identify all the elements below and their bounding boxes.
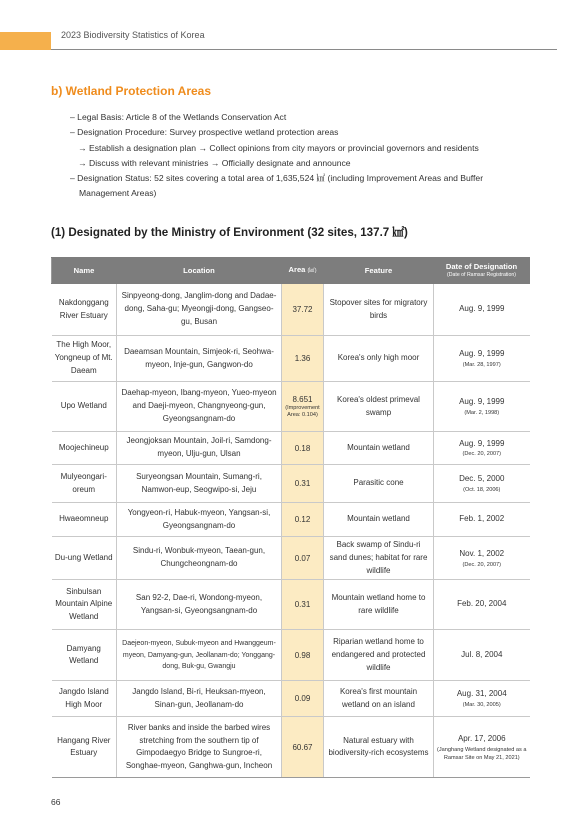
cell-area: 0.09 — [282, 681, 324, 717]
cell-name: The High Moor, Yongneup of Mt. Daeam — [52, 336, 117, 382]
bullet-procedure-step-1: → Establish a designation plan → Collect opinions from city mayors or provincial governors and residents — [78, 142, 479, 153]
table-row — [52, 336, 530, 382]
cell-date-ramsar: (Mar. 28, 1997) — [462, 361, 501, 368]
bullet-status-continued: Management Areas) — [79, 188, 157, 199]
cell-date-main: Nov. 1, 2002 — [459, 548, 505, 558]
column-header-location: Location — [117, 258, 282, 284]
cell-name: Sinbulsan Mountain Alpine Wetland — [52, 580, 117, 630]
column-header-area — [282, 258, 324, 284]
cell-date-ramsar: (Dec. 20, 2007) — [462, 561, 502, 568]
cell-name: Du-ung Wetland — [52, 537, 117, 580]
table-row — [52, 382, 530, 432]
bullet-procedure-step-2: → Discuss with relevant ministries → Officially designate and announce — [78, 157, 351, 168]
column-header-area-label: Area — [288, 265, 306, 274]
bullet-list — [70, 110, 530, 202]
table-row — [52, 681, 530, 717]
cell-date-main: Aug. 9, 1999 — [459, 438, 505, 448]
cell-date-main: Aug. 31, 2004 — [456, 689, 507, 699]
table-row — [52, 284, 530, 336]
bullet-legal-basis: – Legal Basis: Article 8 of the Wetlands Conservation Act — [70, 112, 287, 122]
cell-area: 37.72 — [282, 284, 324, 336]
table-row — [52, 717, 530, 778]
column-header-date-label: Date of Designation — [445, 261, 518, 271]
cell-date — [434, 336, 530, 382]
bullet-procedure: – Designation Procedure: Survey prospective wetland protection areas — [70, 127, 339, 138]
cell-area: 1.36 — [282, 336, 324, 382]
cell-location: Jeongjoksan Mountain, Joil-ri, Samdong-myeon, Ulju-gun, Ulsan — [117, 432, 282, 465]
column-header-feature: Feature — [324, 258, 434, 284]
column-header-date-sub: (Date of Ramsar Registration) — [447, 271, 516, 278]
table-row — [52, 503, 530, 537]
bullet-status: – Designation Status: 52 sites covering a total area of 1,635,524 ㎢ (including Improvement Areas and Buffer — [70, 173, 484, 184]
table-header-row — [52, 258, 530, 284]
cell-location: San 92-2, Dae-ri, Wondong-myeon, Yangsan-si, Gyeongsangnam-do — [117, 580, 282, 630]
cell-name: Nakdonggang River Estuary — [52, 284, 117, 336]
cell-location: Sindu-ri, Wonbuk-myeon, Taean-gun, Chungcheongnam-do — [117, 537, 282, 580]
column-header-name: Name — [52, 258, 117, 284]
cell-date — [434, 432, 530, 465]
section-title: b) Wetland Protection Areas — [51, 84, 212, 98]
cell-name: Moojechineup — [52, 432, 117, 465]
column-header-date — [434, 258, 530, 284]
cell-area: 60.67 — [282, 717, 324, 778]
cell-location: Jangdo Island, Bi-ri, Heuksan-myeon, Sinan-gun, Jeollanam-do — [117, 681, 282, 717]
cell-name: Mulyeongari-oreum — [52, 465, 117, 503]
cell-name: Damyang Wetland — [52, 630, 117, 681]
cell-area: 0.98 — [282, 630, 324, 681]
running-header: 2023 Biodiversity Statistics of Korea — [61, 30, 205, 40]
cell-feature: Korea's only high moor — [324, 336, 434, 382]
cell-name: Hangang River Estuary — [52, 717, 117, 778]
cell-date-main: Aug. 9, 1999 — [459, 349, 505, 359]
cell-location: Sinpyeong-dong, Janglim-dong and Dadae-dong, Saha-gu; Myeongji-dong, Gangseo-gu, Busan — [117, 284, 282, 336]
cell-location: Daejeon-myeon, Subuk-myeon and Hwanggeum-myeon, Damyang-gun, Jeollanam-do; Yonggang-dong, Buk-gu, Gwangju — [117, 630, 282, 681]
table-row — [52, 537, 530, 580]
cell-feature: Mountain wetland home to rare wildlife — [324, 580, 434, 630]
cell-date — [434, 465, 530, 503]
table-row — [52, 465, 530, 503]
cell-area: 0.07 — [282, 537, 324, 580]
cell-date-ramsar: (Janghang Wetland designated as a Ramsar Site on May 21, 2021) — [437, 746, 527, 761]
column-header-area-unit: (㎢) — [307, 268, 317, 274]
table-row — [52, 580, 530, 630]
cell-name: Upo Wetland — [52, 382, 117, 432]
cell-date: Feb. 1, 2002 — [434, 503, 530, 537]
cell-name: Hwaeomneup — [52, 503, 117, 537]
cell-location: Yongyeon-ri, Habuk-myeon, Yangsan-si, Gyeongsangnam-do — [117, 503, 282, 537]
cell-date-ramsar: (Mar. 30, 2005) — [462, 702, 501, 709]
cell-date — [434, 537, 530, 580]
cell-area: 0.18 — [282, 432, 324, 465]
cell-feature: Korea's oldest primeval swamp — [324, 382, 434, 432]
cell-area-improvement: (Improvement Area: 0.104) — [285, 404, 320, 418]
cell-feature: Parasitic cone — [324, 465, 434, 503]
cell-date — [434, 382, 530, 432]
cell-date: Aug. 9, 1999 — [434, 284, 530, 336]
cell-location: Daehap-myeon, Ibang-myeon, Yueo-myeon and Daeji-myeon, Changnyeong-gun, Gyeongsangnam-do — [117, 382, 282, 432]
header-accent-tab — [0, 32, 51, 50]
header-rule — [51, 49, 557, 50]
subsection-title: (1) Designated by the Ministry of Environment (32 sites, 137.7 ㎢) — [51, 226, 408, 239]
cell-date — [434, 717, 530, 778]
cell-feature: Korea's first mountain wetland on an island — [324, 681, 434, 717]
cell-feature: Stopover sites for migratory birds — [324, 284, 434, 336]
cell-area: 0.31 — [282, 465, 324, 503]
cell-date — [434, 681, 530, 717]
cell-feature: Riparian wetland home to endangered and protected wildlife — [324, 630, 434, 681]
cell-location: River banks and inside the barbed wires stretching from the southern tip of Gimpodaegyo Bridge to Sungroe-ri, Songhae-myeon, Ganghwa-gun, Incheon — [117, 717, 282, 778]
cell-area-main: 8.651 — [292, 394, 313, 404]
table-row — [52, 630, 530, 681]
cell-location: Daeamsan Mountain, Simjeok-ri, Seohwa-myeon, Inje-gun, Gangwon-do — [117, 336, 282, 382]
page-number: 66 — [51, 797, 61, 807]
cell-date-ramsar: (Oct. 18, 2006) — [463, 486, 501, 493]
cell-date-ramsar: (Mar. 2, 1998) — [464, 409, 500, 416]
cell-feature: Mountain wetland — [324, 503, 434, 537]
cell-feature: Back swamp of Sindu-ri sand dunes; habitat for rare wildlife — [324, 537, 434, 580]
cell-name: Jangdo Island High Moor — [52, 681, 117, 717]
cell-feature: Mountain wetland — [324, 432, 434, 465]
cell-date: Jul. 8, 2004 — [434, 630, 530, 681]
cell-date-ramsar: (Dec. 20, 2007) — [462, 451, 502, 458]
cell-date: Feb. 20, 2004 — [434, 580, 530, 630]
cell-feature: Natural estuary with biodiversity-rich ecosystems — [324, 717, 434, 778]
cell-area: 0.31 — [282, 580, 324, 630]
cell-date-main: Aug. 9, 1999 — [459, 397, 505, 407]
wetland-table — [51, 257, 530, 778]
table-row — [52, 432, 530, 465]
cell-date-main: Apr. 17, 2006 — [457, 733, 506, 743]
cell-area — [282, 382, 324, 432]
cell-location: Suryeongsan Mountain, Sumang-ri, Namwon-eup, Seogwipo-si, Jeju — [117, 465, 282, 503]
cell-area: 0.12 — [282, 503, 324, 537]
cell-date-main: Dec. 5, 2000 — [459, 474, 505, 484]
